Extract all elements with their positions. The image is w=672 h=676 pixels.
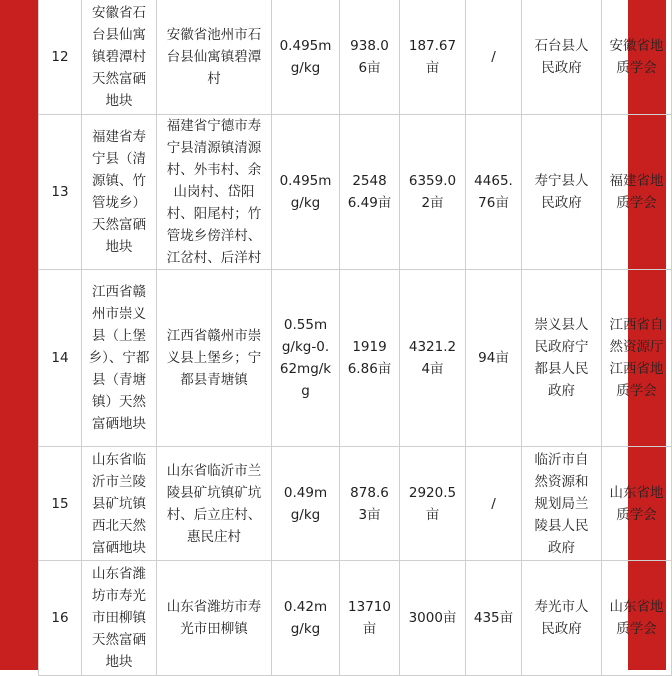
- row-number: 12: [39, 0, 82, 115]
- area-value-2: 4321.24亩: [400, 270, 466, 447]
- table-row: [39, 115, 672, 270]
- selenium-content: 0.495mg/kg: [272, 115, 340, 270]
- applicant: 崇义县人民政府宁都县人民政府: [522, 270, 602, 447]
- applicant: 寿宁县人民政府: [522, 115, 602, 270]
- table-row: [39, 0, 672, 115]
- row-number: 13: [39, 115, 82, 270]
- parcel-name: 山东省潍坊市寿光市田柳镇天然富硒地块: [82, 561, 157, 676]
- row-number: 14: [39, 270, 82, 447]
- applicant: 石台县人民政府: [522, 0, 602, 115]
- parcel-name: 福建省寿宁县（清源镇、竹管垅乡）天然富硒地块: [82, 115, 157, 270]
- area-value-1: 13710亩: [340, 561, 400, 676]
- selenium-content: 0.49mg/kg: [272, 447, 340, 561]
- organization: 安徽省地质学会: [602, 0, 672, 115]
- area-value-2: 187.67亩: [400, 0, 466, 115]
- area-value-2: 6359.02亩: [400, 115, 466, 270]
- parcel-name: 山东省临沂市兰陵县矿坑镇西北天然富硒地块: [82, 447, 157, 561]
- applicant: 临沂市自然资源和规划局兰陵县人民政府: [522, 447, 602, 561]
- area-value-1: 25486.49亩: [340, 115, 400, 270]
- organization: 福建省地质学会: [602, 115, 672, 270]
- parcel-location: 安徽省池州市石台县仙寓镇碧潭村: [157, 0, 272, 115]
- applicant: 寿光市人民政府: [522, 561, 602, 676]
- left-red-border: [0, 0, 38, 670]
- parcel-location: 福建省宁德市寿宁县清源镇清源村、外韦村、余山岗村、岱阳村、阳尾村；竹管垅乡傍洋村、江岔村、后洋村: [157, 115, 272, 270]
- parcel-name: 江西省赣州市崇义县（上堡乡）、宁都县（青塘镇）天然富硒地块: [82, 270, 157, 447]
- table-row: [39, 447, 672, 561]
- area-value-1: 878.63亩: [340, 447, 400, 561]
- area-value-3: 4465.76亩: [466, 115, 522, 270]
- area-value-2: 2920.5亩: [400, 447, 466, 561]
- organization: 山东省地质学会: [602, 447, 672, 561]
- table-row: [39, 270, 672, 447]
- selenium-content: 0.55mg/kg-0.62mg/kg: [272, 270, 340, 447]
- area-value-1: 938.06亩: [340, 0, 400, 115]
- area-value-3: 435亩: [466, 561, 522, 676]
- organization: 江西省自然资源厅江西省地质学会: [602, 270, 672, 447]
- area-value-1: 19196.86亩: [340, 270, 400, 447]
- parcel-location: 山东省潍坊市寿光市田柳镇: [157, 561, 272, 676]
- row-number: 16: [39, 561, 82, 676]
- area-value-3: /: [466, 0, 522, 115]
- area-value-3: /: [466, 447, 522, 561]
- parcel-location: 山东省临沂市兰陵县矿坑镇矿坑村、后立庄村、惠民庄村: [157, 447, 272, 561]
- organization: 山东省地质学会: [602, 561, 672, 676]
- parcel-name: 安徽省石台县仙寓镇碧潭村天然富硒地块: [82, 0, 157, 115]
- parcel-location: 江西省赣州市崇义县上堡乡；宁都县青塘镇: [157, 270, 272, 447]
- selenium-content: 0.495mg/kg: [272, 0, 340, 115]
- table-row: [39, 561, 672, 676]
- area-value-2: 3000亩: [400, 561, 466, 676]
- document-body: [38, 0, 664, 670]
- selenium-land-table: [38, 0, 672, 676]
- area-value-3: 94亩: [466, 270, 522, 447]
- row-number: 15: [39, 447, 82, 561]
- selenium-content: 0.42mg/kg: [272, 561, 340, 676]
